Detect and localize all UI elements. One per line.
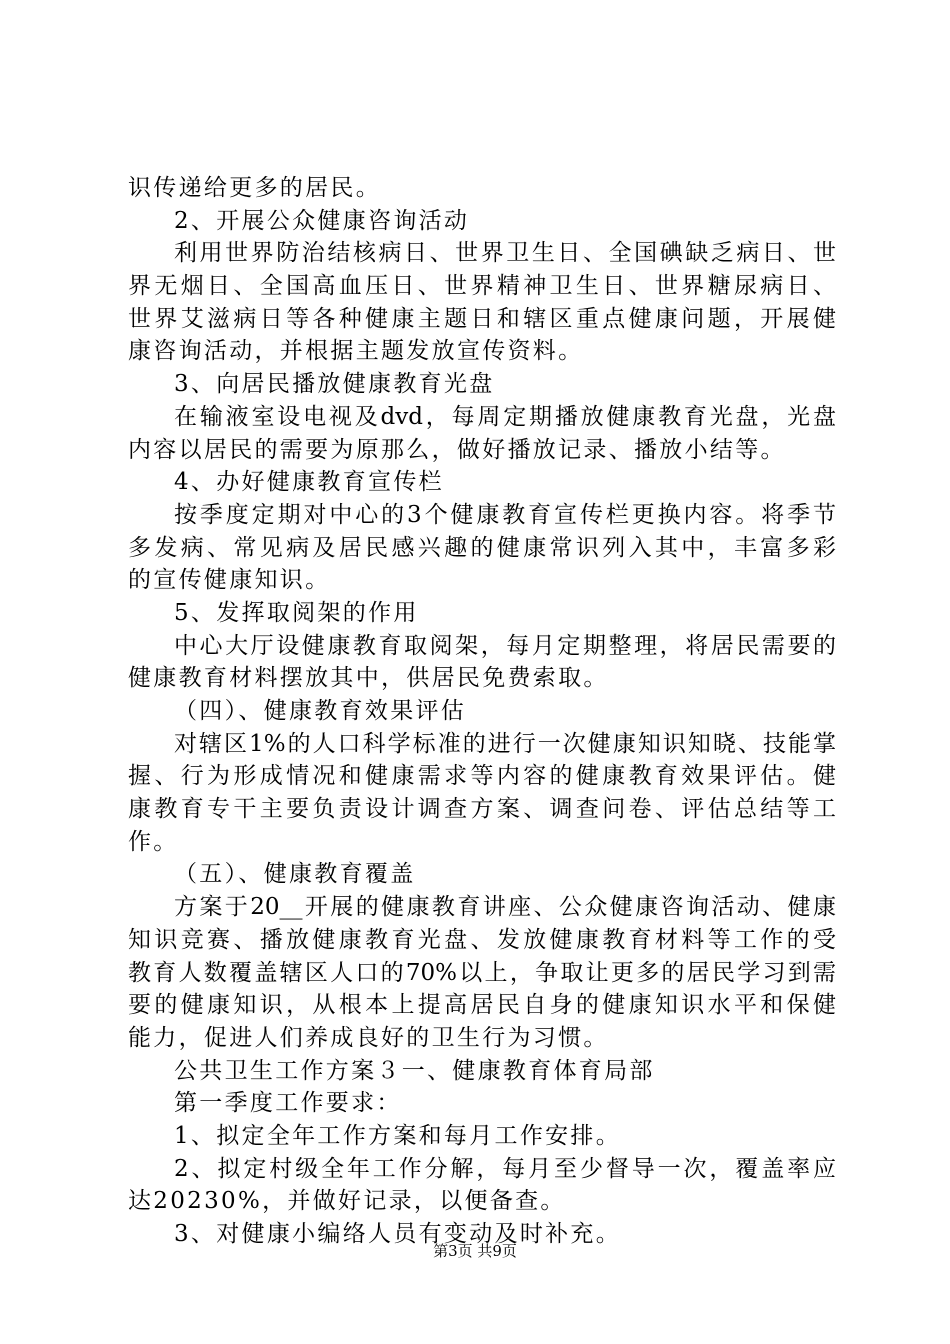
text-line: 公共卫生工作方案３一、健康教育体育局部 (174, 1057, 655, 1084)
text-line: 的宣传健康知识。 (128, 567, 331, 594)
text-line: 界无烟日、全国高血压日、世界精神卫生日、世界糖尿病日、 (128, 273, 836, 300)
text-line: 康咨询活动，并根据主题发放宣传资料。 (128, 338, 584, 365)
text-line: 5、发挥取阅架的作用 (174, 599, 419, 626)
text-line: 按季度定期对中心的3个健康教育宣传栏更换内容。将季节 (174, 501, 836, 528)
text-line: 第一季度工作要求： (174, 1090, 402, 1117)
text-line: 知识竞赛、播放健康教育光盘、发放健康教育材料等工作的受 (128, 926, 836, 953)
text-line: 要的健康知识，从根本上提高居民自身的健康知识水平和保健 (128, 992, 836, 1019)
text-line: 对辖区1%的人口科学标准的进行一次健康知识知晓、技能掌 (174, 730, 836, 757)
text-line: 3、向居民播放健康教育光盘 (174, 371, 495, 398)
text-line: 3、对健康小编络人员有变动及时补充。 (174, 1221, 622, 1247)
page-indicator: 第3页 共9页 (433, 1242, 517, 1260)
text-line: 作。 (128, 828, 179, 855)
text-line: 4、办好健康教育宣传栏 (174, 469, 444, 496)
text-line: 世界艾滋病日等各种健康主题日和辖区重点健康问题，开展健 (128, 305, 836, 332)
text-line: 1、拟定全年工作方案和每月工作安排。 (174, 1122, 622, 1149)
page-number-footer (0, 1241, 950, 1261)
text-line: 方案于20__开展的健康教育讲座、公众健康咨询活动、健康 (174, 894, 836, 921)
text-line: 康教育专干主要负责设计调查方案、调查问卷、评估总结等工 (128, 796, 836, 823)
text-line: 教育人数覆盖辖区人口的70%以上，争取让更多的居民学习到需 (128, 959, 836, 986)
text-line: 2、拟定村级全年工作分解，每月至少督导一次，覆盖率应 (174, 1155, 836, 1182)
text-line: 内容以居民的需要为原那么，做好播放记录、播放小结等。 (128, 436, 786, 463)
text-line: 握、行为形成情况和健康需求等内容的健康教育效果评估。健 (128, 763, 836, 790)
text-line: 识传递给更多的居民。 (128, 175, 381, 201)
text-line: 健康教育材料摆放其中，供居民免费索取。 (128, 665, 609, 692)
text-line: 能力，促进人们养成良好的卫生行为习惯。 (128, 1024, 609, 1051)
text-line: 多发病、常见病及居民感兴趣的健康常识列入其中，丰富多彩 (128, 534, 836, 561)
text-line: 利用世界防治结核病日、世界卫生日、全国碘缺乏病日、世 (174, 240, 836, 267)
text-line: （四）、健康教育效果评估 (174, 698, 467, 724)
text-line: （五）、健康教育覆盖 (174, 861, 416, 888)
document-body (128, 172, 836, 1251)
text-line: 2、开展公众健康咨询活动 (174, 207, 470, 234)
text-line: 中心大厅设健康教育取阅架，每月定期整理，将居民需要的 (174, 632, 836, 659)
text-line: 达20230%，并做好记录，以便备查。 (128, 1188, 566, 1215)
text-line: 在输液室设电视及dvd，每周定期播放健康教育光盘，光盘 (174, 403, 836, 430)
